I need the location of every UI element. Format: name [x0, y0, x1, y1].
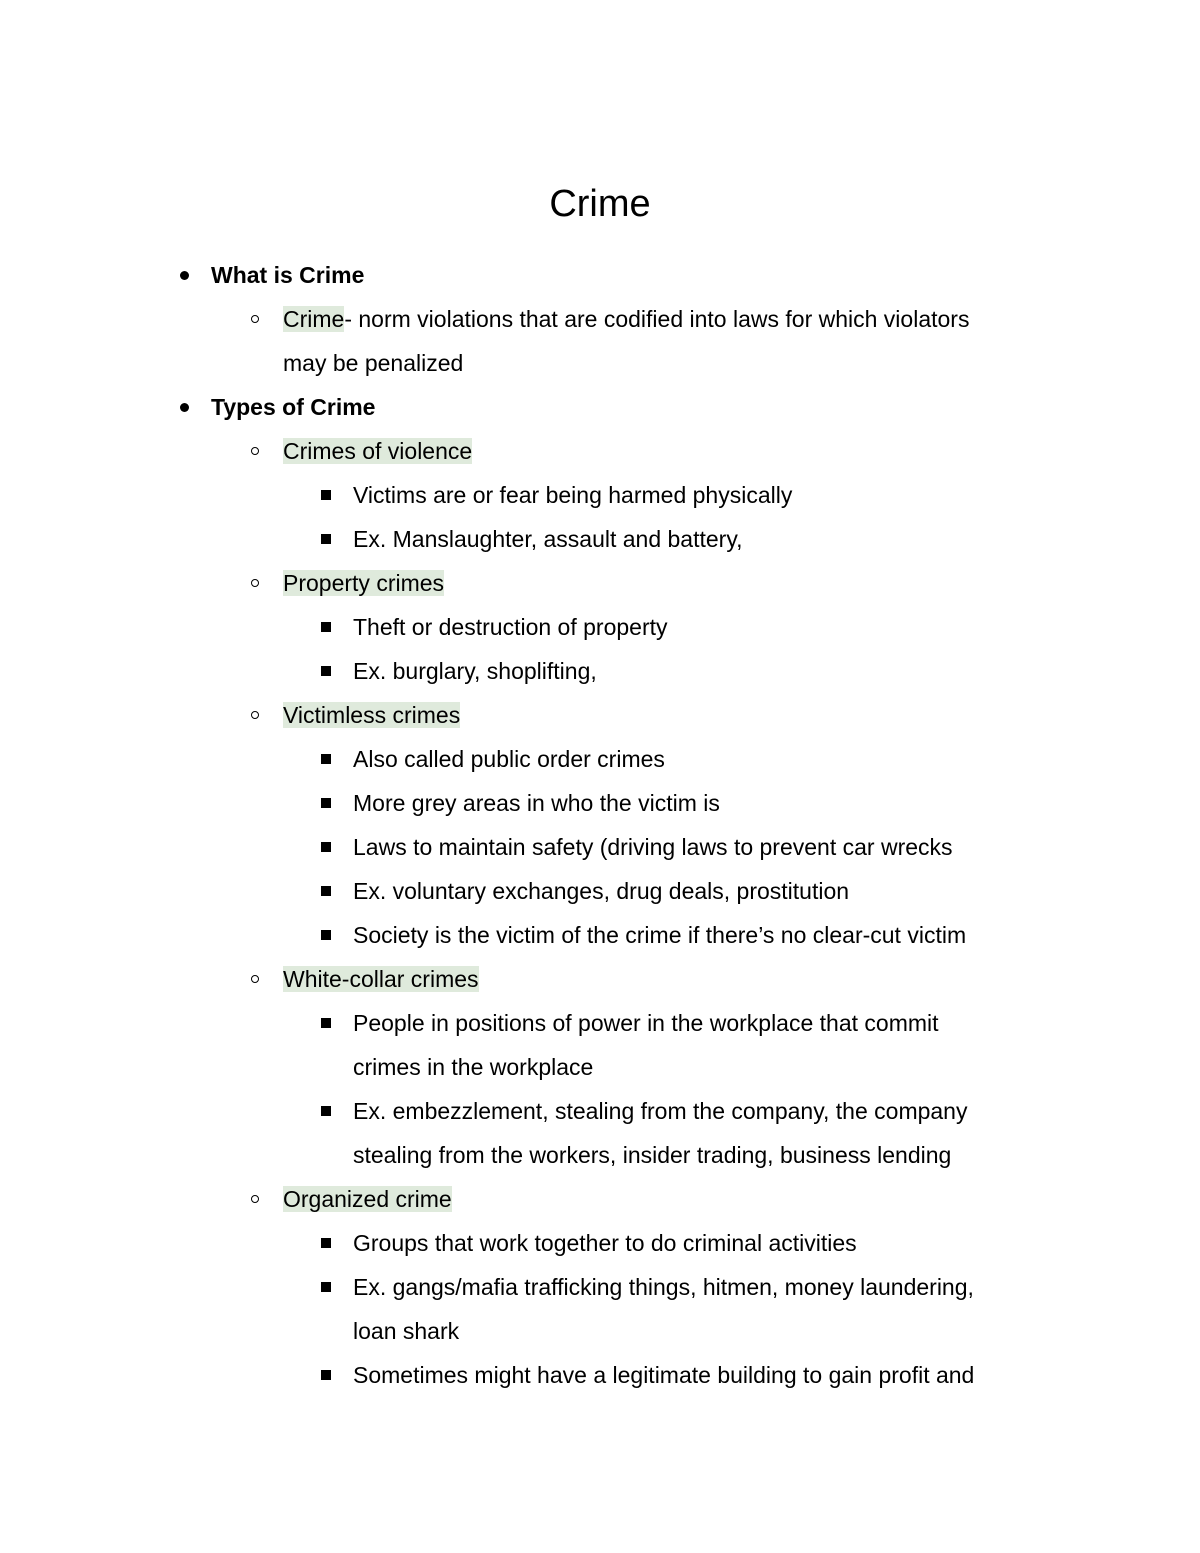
square-bullet-icon [313, 825, 339, 869]
hollow-bullet-icon [242, 693, 268, 737]
square-bullet-icon [313, 869, 339, 913]
list-item-continuation [0, 1309, 1200, 1353]
point-text: Also called public order crimes [353, 746, 665, 772]
highlighted-term: Victimless crimes [283, 702, 461, 728]
crime-type-label [283, 1177, 452, 1221]
square-bullet-icon [313, 605, 339, 649]
hollow-bullet-icon [242, 561, 268, 605]
list-item [0, 781, 1200, 825]
list-item [0, 737, 1200, 781]
list-item [0, 473, 1200, 517]
definition-text: may be penalized [283, 350, 464, 376]
point-text: More grey areas in who the victim is [353, 790, 720, 816]
list-item [0, 957, 1200, 1001]
list-item [0, 297, 1200, 341]
page-title: Crime [549, 183, 651, 225]
hollow-bullet-icon [242, 1177, 268, 1221]
point-text: Society is the victim of the crime if there’s no clear-cut victim [353, 922, 967, 948]
highlighted-term: Property crimes [283, 570, 445, 596]
point-text: People in positions of power in the workplace that commit [353, 1010, 939, 1036]
point-text: Ex. embezzlement, stealing from the company, the company [353, 1098, 968, 1124]
list-item [0, 605, 1200, 649]
definition-line [283, 297, 969, 341]
highlighted-term: Organized crime [283, 1186, 452, 1212]
point-text: Ex. Manslaughter, assault and battery, [353, 526, 743, 552]
list-item [0, 1177, 1200, 1221]
square-bullet-icon [313, 1353, 339, 1397]
crime-type-label [283, 561, 444, 605]
list-item [0, 1265, 1200, 1309]
list-item [0, 649, 1200, 693]
point-text: crimes in the workplace [353, 1054, 594, 1080]
point-text: Sometimes might have a legitimate building to gain profit and [353, 1362, 975, 1388]
point-text: Laws to maintain safety (driving laws to prevent car wrecks [353, 834, 953, 860]
definition-text: - norm violations that are codified into laws for which violators [344, 306, 970, 332]
point-text: Groups that work together to do criminal activities [353, 1230, 857, 1256]
point-text: Ex. gangs/mafia trafficking things, hitmen, money laundering, [353, 1274, 974, 1300]
section-heading: What is Crime [211, 262, 365, 288]
point-text: stealing from the workers, insider trading, business lending [353, 1142, 952, 1168]
square-bullet-icon [313, 1221, 339, 1265]
list-item [0, 429, 1200, 473]
list-item-continuation [0, 1133, 1200, 1177]
square-bullet-icon [313, 737, 339, 781]
square-bullet-icon [313, 913, 339, 957]
list-item [0, 253, 1200, 297]
square-bullet-icon [313, 781, 339, 825]
square-bullet-icon [313, 473, 339, 517]
point-text: Victims are or fear being harmed physically [353, 482, 793, 508]
list-item [0, 913, 1200, 957]
highlighted-term: White-collar crimes [283, 966, 479, 992]
crime-type-label [283, 429, 472, 473]
crime-type-label [283, 693, 460, 737]
hollow-bullet-icon [242, 957, 268, 1001]
point-text: Theft or destruction of property [353, 614, 668, 640]
list-item-continuation [0, 1045, 1200, 1089]
square-bullet-icon [313, 1089, 339, 1133]
filled-bullet-icon [172, 253, 196, 297]
point-text: loan shark [353, 1318, 460, 1344]
list-item [0, 1089, 1200, 1133]
square-bullet-icon [313, 517, 339, 561]
square-bullet-icon [313, 649, 339, 693]
list-item [0, 1221, 1200, 1265]
highlighted-term: Crime [283, 306, 345, 332]
crime-type-label [283, 957, 479, 1001]
list-item [0, 869, 1200, 913]
hollow-bullet-icon [242, 429, 268, 473]
section-heading: Types of Crime [211, 394, 376, 420]
filled-bullet-icon [172, 385, 196, 429]
square-bullet-icon [313, 1001, 339, 1045]
list-item [0, 1353, 1200, 1397]
outline-list [0, 253, 1200, 1397]
list-item [0, 693, 1200, 737]
list-item [0, 517, 1200, 561]
highlighted-term: Crimes of violence [283, 438, 473, 464]
point-text: Ex. burglary, shoplifting, [353, 658, 597, 684]
list-item [0, 561, 1200, 605]
list-item [0, 825, 1200, 869]
hollow-bullet-icon [242, 297, 268, 341]
list-item [0, 385, 1200, 429]
square-bullet-icon [313, 1265, 339, 1309]
point-text: Ex. voluntary exchanges, drug deals, prostitution [353, 878, 850, 904]
list-item [0, 1001, 1200, 1045]
list-item-continuation [0, 341, 1200, 385]
